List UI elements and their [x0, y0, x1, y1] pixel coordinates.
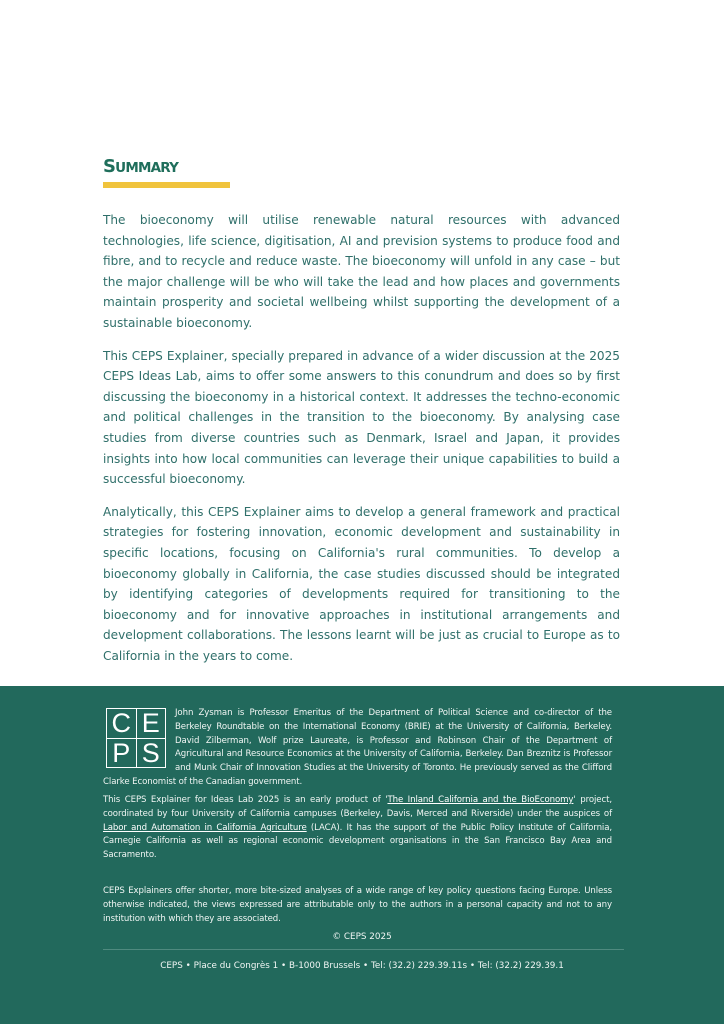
footer-divider [103, 949, 624, 950]
logo-letter-p: P [107, 739, 136, 768]
project-description [103, 794, 612, 863]
heading-underline-bar [103, 182, 230, 188]
copyright: © CEPS 2025 [332, 932, 392, 942]
logo-letter-e: E [137, 709, 166, 738]
authors-bio-text: John Zysman is Professor Emeritus of the Department of Political Science and co-director of the Berkeley Roundtable on the International Economy (BRIE) at the University of California, Berkeley. David Zilberman, Wolf prize Laureate, is Professor and Robinson Chair of the Department of Agricultural and Resource Economics at the University of California, Berkeley. Dan Breznitz is Professor and Munk Chair of Innovation Studies at the University of Toronto. He previously served as the Clifford Clarke Economist of the Canadian government. [103, 708, 612, 787]
summary-heading-cap: S [103, 156, 116, 177]
logo-letter-s: S [137, 739, 166, 768]
summary-paragraph-2: This CEPS Explainer, specially prepared in advance of a wider discussion at the 2025 CEPS Ideas Lab, aims to offer some answers to this conundrum and does so by first discussing the bioeconomy in a historical context. It addresses the techno-economic and political challenges in the transition to the bioeconomy. By analysing case studies from diverse countries such as Denmark, Israel and Japan, it provides insights into how local communities can leverage their unique capabilities to build a successful bioeconomy. [103, 348, 620, 487]
logo-letter-c: C [107, 709, 136, 738]
summary-paragraph-3: Analytically, this CEPS Explainer aims to develop a general framework and practical strategies for fostering innovation, economic development and sustainability in specific locations, focusing on California's rural communities. To develop a bioeconomy globally in California, the case studies discussed should be integrated by identifying categories of developments required for transitioning to the bioeconomy and for innovative approaches in institutional arrangements and development collaborations. The lessons learnt will be just as crucial to Europe as to California in the years to come. [103, 504, 620, 663]
summary-paragraph-1: The bioeconomy will utilise renewable natural resources with advanced technologies, life science, digitisation, AI and prevision systems to produce food and fibre, and to recycle and reduce waste. The bioeconomy will unfold in any case – but the major challenge will be who will take the lead and how places and governments maintain prosperity and societal wellbeing whilst supporting the development of a sustainable bioeconomy. [103, 213, 620, 330]
summary-body [103, 210, 620, 678]
footer-panel [0, 686, 724, 1024]
authors-bio [103, 707, 612, 790]
inland-california-link[interactable]: The Inland California and the BioEconomy [387, 795, 574, 805]
summary-heading-rest: UMMARY [115, 160, 179, 176]
contact-address: CEPS • Place du Congrès 1 • B-1000 Brussels • Tel: (32.2) 229.39.11s • Tel: (32.2) 229.39.1 [160, 961, 564, 971]
project-text-pre: This CEPS Explainer for Ideas Lab 2025 is an early product of ' [103, 795, 388, 805]
summary-heading [103, 156, 178, 177]
project-text-post: (LACA). It has the support of the Public Policy Institute of California, Carnegie California as well as regional economic development organisations in the San Francisco Bay Area and Sacramento. [103, 822, 612, 861]
laca-link[interactable]: Labor and Automation in California Agriculture [103, 822, 307, 833]
disclaimer: CEPS Explainers offer shorter, more bite-sized analyses of a wide range of key policy questions facing Europe. Unless otherwise indicated, the views expressed are attributable only to the authors in a personal capacity and not to any institution with which they are associated. [103, 886, 612, 924]
project-text-mid: ' project, coordinated by four University of California campuses (Berkeley, Davis, Merced and Riverside) under the auspices of [103, 795, 612, 819]
